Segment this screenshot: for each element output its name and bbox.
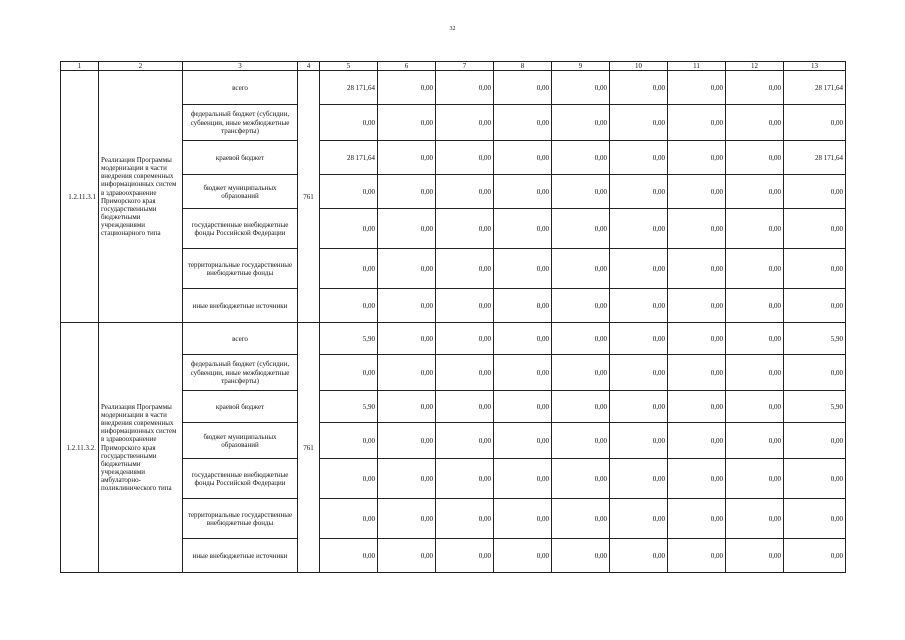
amount-cell: 0,00: [436, 539, 494, 573]
funding-source: всего: [183, 323, 298, 355]
funding-source: бюджет муниципальных образований: [183, 423, 298, 459]
amount-cell: 0,00: [494, 499, 552, 539]
amount-cell: 0,00: [320, 355, 378, 391]
amount-cell: 0,00: [610, 289, 668, 323]
header-cell: 5: [320, 62, 378, 71]
grbs-code: 761: [298, 71, 320, 323]
amount-cell: 5,90: [320, 391, 378, 423]
amount-cell: 0,00: [726, 175, 784, 209]
amount-cell: 0,00: [610, 71, 668, 105]
amount-cell: 0,00: [726, 71, 784, 105]
amount-cell: 0,00: [436, 71, 494, 105]
amount-cell: 0,00: [610, 105, 668, 141]
header-cell: 9: [552, 62, 610, 71]
amount-cell: 0,00: [320, 459, 378, 499]
amount-cell: 0,00: [552, 459, 610, 499]
funding-source: иные внебюджетные источники: [183, 539, 298, 573]
amount-cell: 0,00: [494, 539, 552, 573]
amount-cell: 0,00: [668, 423, 726, 459]
item-name: Реализация Программы модернизации в части внедрения современных информационных систем в здравоохранение Приморского края государственными бюджетными учреждениями амбулаторно-поликлинического типа: [99, 323, 183, 573]
amount-cell: 0,00: [668, 355, 726, 391]
funding-source: краевой бюджет: [183, 391, 298, 423]
amount-cell: 0,00: [726, 105, 784, 141]
amount-cell: 0,00: [552, 175, 610, 209]
table-row: [61, 71, 846, 105]
amount-cell: 0,00: [436, 175, 494, 209]
item-code: 1.2.11.3.2.: [61, 323, 99, 573]
funding-source: государственные внебюджетные фонды Российской Федерации: [183, 459, 298, 499]
amount-cell: 0,00: [320, 499, 378, 539]
amount-cell: 0,00: [552, 209, 610, 249]
item-name: Реализация Программы модернизации в части внедрения современных информационных систем в здравоохранение Приморского края государственными бюджетными учреждениями стационарного типа: [99, 71, 183, 323]
amount-cell: 0,00: [726, 355, 784, 391]
amount-cell: 0,00: [378, 289, 436, 323]
amount-cell: 0,00: [320, 539, 378, 573]
amount-cell: 0,00: [320, 423, 378, 459]
amount-cell: 0,00: [784, 249, 846, 289]
amount-cell: 0,00: [726, 423, 784, 459]
amount-cell: 0,00: [784, 499, 846, 539]
amount-cell: 5,90: [784, 323, 846, 355]
header-cell: 10: [610, 62, 668, 71]
amount-cell: 0,00: [668, 71, 726, 105]
amount-cell: 0,00: [668, 323, 726, 355]
amount-cell: 0,00: [726, 323, 784, 355]
amount-cell: 0,00: [552, 323, 610, 355]
funding-source: краевой бюджет: [183, 141, 298, 175]
header-cell: 1: [61, 62, 99, 71]
amount-cell: 0,00: [378, 175, 436, 209]
amount-cell: 0,00: [668, 289, 726, 323]
amount-cell: 0,00: [610, 355, 668, 391]
amount-cell: 0,00: [610, 423, 668, 459]
amount-cell: 0,00: [552, 141, 610, 175]
amount-cell: 0,00: [668, 499, 726, 539]
amount-cell: 0,00: [610, 175, 668, 209]
amount-cell: 0,00: [668, 391, 726, 423]
amount-cell: 0,00: [494, 71, 552, 105]
table-row: [61, 323, 846, 355]
amount-cell: 0,00: [726, 209, 784, 249]
amount-cell: 0,00: [610, 141, 668, 175]
item-code: 1.2.11.3.1: [61, 71, 99, 323]
amount-cell: 0,00: [320, 289, 378, 323]
amount-cell: 0,00: [610, 323, 668, 355]
amount-cell: 0,00: [552, 539, 610, 573]
amount-cell: 0,00: [726, 459, 784, 499]
amount-cell: 0,00: [436, 499, 494, 539]
amount-cell: 0,00: [378, 323, 436, 355]
amount-cell: 0,00: [668, 249, 726, 289]
amount-cell: 0,00: [552, 355, 610, 391]
amount-cell: 0,00: [494, 175, 552, 209]
amount-cell: 0,00: [726, 539, 784, 573]
amount-cell: 0,00: [494, 459, 552, 499]
amount-cell: 28 171,64: [784, 71, 846, 105]
amount-cell: 0,00: [668, 175, 726, 209]
amount-cell: 0,00: [610, 391, 668, 423]
amount-cell: 0,00: [494, 141, 552, 175]
amount-cell: 0,00: [494, 105, 552, 141]
amount-cell: 0,00: [668, 105, 726, 141]
amount-cell: 0,00: [552, 499, 610, 539]
amount-cell: 0,00: [494, 289, 552, 323]
funding-source: территориальные государственные внебюджетные фонды: [183, 499, 298, 539]
amount-cell: 0,00: [668, 459, 726, 499]
amount-cell: 0,00: [436, 423, 494, 459]
amount-cell: 0,00: [726, 141, 784, 175]
amount-cell: 0,00: [784, 105, 846, 141]
amount-cell: 0,00: [784, 423, 846, 459]
amount-cell: 0,00: [784, 209, 846, 249]
header-cell: 7: [436, 62, 494, 71]
header-cell: 8: [494, 62, 552, 71]
funding-source: государственные внебюджетные фонды Российской Федерации: [183, 209, 298, 249]
grbs-code: 761: [298, 323, 320, 573]
amount-cell: 0,00: [378, 105, 436, 141]
funding-source: федеральный бюджет (субсидии, субвенции, иные межбюджетные трансферты): [183, 355, 298, 391]
amount-cell: 0,00: [378, 423, 436, 459]
amount-cell: 0,00: [610, 459, 668, 499]
amount-cell: 0,00: [436, 141, 494, 175]
funding-source: всего: [183, 71, 298, 105]
header-cell: 3: [183, 62, 298, 71]
amount-cell: 0,00: [436, 105, 494, 141]
amount-cell: 0,00: [436, 289, 494, 323]
amount-cell: 0,00: [378, 539, 436, 573]
amount-cell: 0,00: [436, 323, 494, 355]
header-cell: 2: [99, 62, 183, 71]
amount-cell: 0,00: [726, 499, 784, 539]
amount-cell: 28 171,64: [784, 141, 846, 175]
amount-cell: 0,00: [610, 209, 668, 249]
amount-cell: 0,00: [610, 249, 668, 289]
amount-cell: 0,00: [436, 209, 494, 249]
header-cell: 4: [298, 62, 320, 71]
amount-cell: 0,00: [378, 391, 436, 423]
amount-cell: 0,00: [494, 209, 552, 249]
amount-cell: 0,00: [784, 355, 846, 391]
header-row: [61, 62, 846, 71]
amount-cell: 0,00: [784, 459, 846, 499]
amount-cell: 0,00: [436, 355, 494, 391]
amount-cell: 0,00: [610, 499, 668, 539]
amount-cell: 0,00: [610, 539, 668, 573]
amount-cell: 0,00: [494, 323, 552, 355]
header-cell: 6: [378, 62, 436, 71]
amount-cell: 5,90: [320, 323, 378, 355]
page-number: 32: [449, 26, 456, 32]
amount-cell: 0,00: [378, 355, 436, 391]
amount-cell: 0,00: [320, 249, 378, 289]
header-cell: 13: [784, 62, 846, 71]
amount-cell: 28 171,64: [320, 71, 378, 105]
amount-cell: 0,00: [436, 249, 494, 289]
amount-cell: 0,00: [726, 289, 784, 323]
amount-cell: 0,00: [784, 539, 846, 573]
amount-cell: 0,00: [552, 289, 610, 323]
amount-cell: 0,00: [378, 499, 436, 539]
amount-cell: 0,00: [378, 141, 436, 175]
amount-cell: 0,00: [320, 175, 378, 209]
amount-cell: 0,00: [668, 141, 726, 175]
amount-cell: 0,00: [378, 459, 436, 499]
amount-cell: 0,00: [668, 209, 726, 249]
amount-cell: 5,90: [784, 391, 846, 423]
amount-cell: 0,00: [378, 71, 436, 105]
amount-cell: 0,00: [494, 355, 552, 391]
amount-cell: 0,00: [552, 249, 610, 289]
amount-cell: 0,00: [436, 459, 494, 499]
amount-cell: 0,00: [320, 209, 378, 249]
amount-cell: 0,00: [436, 391, 494, 423]
amount-cell: 0,00: [378, 249, 436, 289]
amount-cell: 0,00: [552, 105, 610, 141]
amount-cell: 0,00: [726, 249, 784, 289]
amount-cell: 0,00: [784, 289, 846, 323]
amount-cell: 0,00: [552, 71, 610, 105]
amount-cell: 0,00: [552, 391, 610, 423]
amount-cell: 28 171,64: [320, 141, 378, 175]
amount-cell: 0,00: [552, 423, 610, 459]
funding-source: бюджет муниципальных образований: [183, 175, 298, 209]
funding-source: территориальные государственные внебюджетные фонды: [183, 249, 298, 289]
funding-source: федеральный бюджет (субсидии, субвенции, иные межбюджетные трансферты): [183, 105, 298, 141]
amount-cell: 0,00: [668, 539, 726, 573]
amount-cell: 0,00: [494, 423, 552, 459]
amount-cell: 0,00: [378, 209, 436, 249]
amount-cell: 0,00: [320, 105, 378, 141]
amount-cell: 0,00: [494, 391, 552, 423]
header-cell: 11: [668, 62, 726, 71]
amount-cell: 0,00: [494, 249, 552, 289]
budget-table: [60, 61, 846, 573]
amount-cell: 0,00: [784, 175, 846, 209]
table-body: [61, 62, 846, 573]
amount-cell: 0,00: [726, 391, 784, 423]
header-cell: 12: [726, 62, 784, 71]
funding-source: иные внебюджетные источники: [183, 289, 298, 323]
